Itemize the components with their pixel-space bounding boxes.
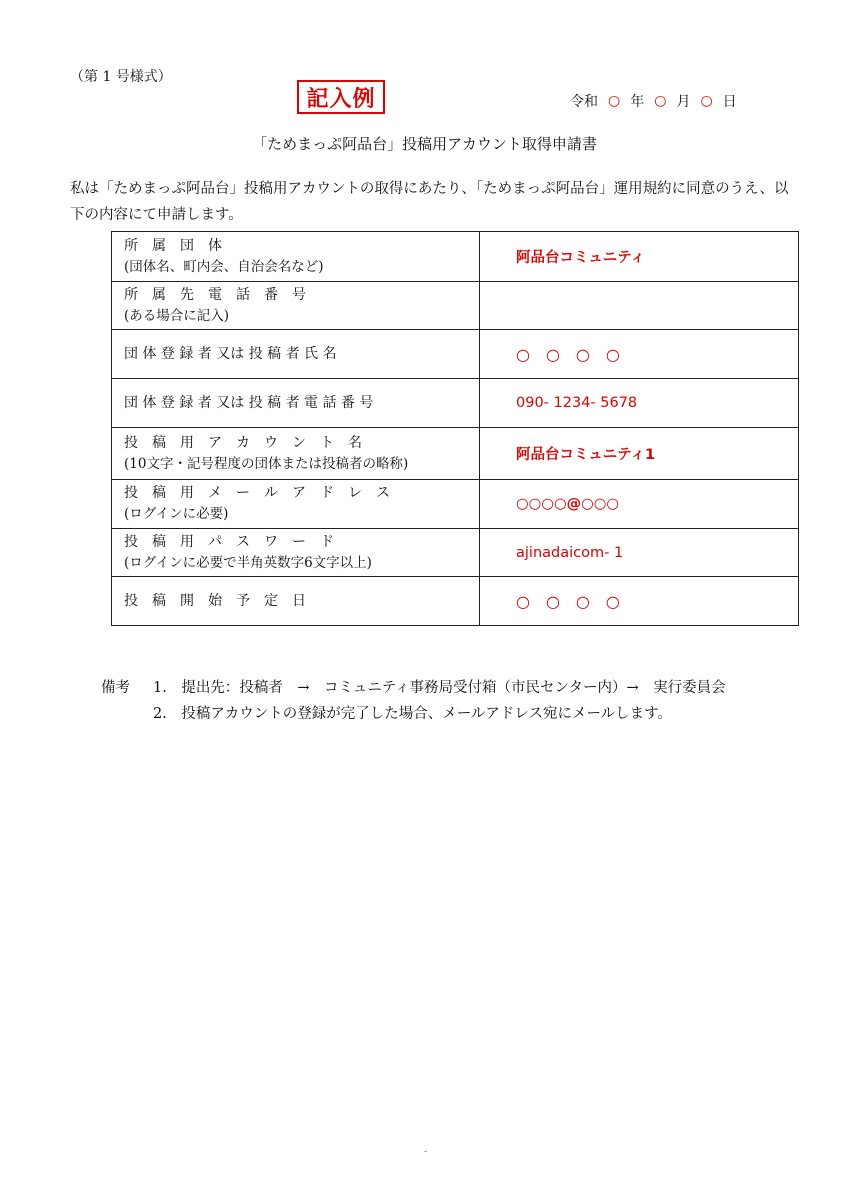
date-day-value: ○	[700, 93, 713, 109]
page-mark: -	[424, 1147, 428, 1157]
field-label-main: 所 属 団 体	[124, 237, 222, 254]
field-value: ○○○○	[516, 591, 636, 611]
table-row	[112, 282, 799, 330]
field-label	[112, 480, 480, 529]
field-value: ajinadaicom- 1	[516, 544, 624, 561]
intro-text: 私は「ためまっぷ阿品台」投稿用アカウントの取得にあたり、「ためまっぷ阿品台」運用規約に同意のうえ、以下の内容にて申請します。	[70, 181, 789, 223]
date-day-unit: 日	[722, 94, 737, 110]
date-month-value: ○	[654, 93, 667, 109]
field-label	[112, 428, 480, 480]
table-row	[112, 529, 799, 577]
field-value-cell[interactable]	[480, 379, 799, 428]
field-label	[112, 330, 480, 379]
field-label	[112, 282, 480, 330]
field-label-main: 投 稿 開 始 予 定 日	[124, 592, 306, 609]
table-row	[112, 480, 799, 529]
field-value: ○○○○	[516, 344, 636, 364]
table-row	[112, 379, 799, 428]
field-label-note: (ある場合に記入)	[124, 307, 230, 324]
field-label-note: (10文字・記号程度の団体または投稿者の略称)	[124, 455, 409, 472]
application-table	[111, 231, 799, 626]
table-row	[112, 330, 799, 379]
field-label	[112, 577, 480, 626]
date-era: 令和	[570, 94, 598, 110]
date-year-unit: 年	[630, 94, 645, 110]
field-value-cell[interactable]	[480, 480, 799, 529]
table-row	[112, 577, 799, 626]
field-value: 阿品台コミュニティ1	[516, 447, 656, 463]
field-label	[112, 232, 480, 282]
field-label	[112, 529, 480, 577]
table-row	[112, 232, 799, 282]
field-label-main: 団 体 登 録 者 又は 投 稿 者 電 話 番 号	[124, 394, 374, 411]
field-value: ○○○○@○○○	[516, 496, 620, 512]
remarks-label: 備考	[101, 680, 130, 696]
field-label-note: (団体名、町内会、自治会名など)	[124, 258, 324, 275]
field-label-note: (ログインに必要)	[124, 506, 229, 522]
field-value: 090- 1234- 5678	[516, 395, 638, 411]
date-month-unit: 月	[676, 94, 691, 110]
field-label-main: 所 属 先 電 話 番 号	[124, 286, 306, 303]
example-stamp: 記入例	[297, 80, 385, 114]
field-label-main: 投 稿 用 ア カ ウ ン ト 名	[124, 434, 362, 451]
field-label-main: 団 体 登 録 者 又は 投 稿 者 氏 名	[124, 345, 337, 362]
field-label-main: 投 稿 用 メ ー ル ア ド レ ス	[124, 485, 390, 501]
field-value-cell[interactable]	[480, 282, 799, 330]
document-title: 「ためまっぷ阿品台」投稿用アカウント取得申請書	[252, 135, 597, 153]
table-row	[112, 428, 799, 480]
remark-item: 1. 提出先：投稿者 → コミュニティ事務局受付箱（市民センター内）→ 実行委員会	[153, 680, 726, 696]
form-number: （第 1 号様式）	[70, 69, 172, 85]
field-value-cell[interactable]	[480, 232, 799, 282]
field-label-main: 投 稿 用 パ ス ワ ー ド	[124, 533, 334, 550]
field-value-cell[interactable]	[480, 529, 799, 577]
field-value-cell[interactable]	[480, 330, 799, 379]
remark-item: 2. 投稿アカウントの登録が完了した場合、メールアドレス宛にメールします。	[153, 706, 673, 722]
field-label	[112, 379, 480, 428]
date-year-value: ○	[608, 93, 621, 109]
field-value: 阿品台コミュニティ	[516, 250, 646, 266]
field-value-cell[interactable]	[480, 577, 799, 626]
field-value-cell[interactable]	[480, 428, 799, 480]
date-line	[570, 91, 737, 111]
field-label-note: (ログインに必要で半角英数字6文字以上)	[124, 554, 372, 571]
